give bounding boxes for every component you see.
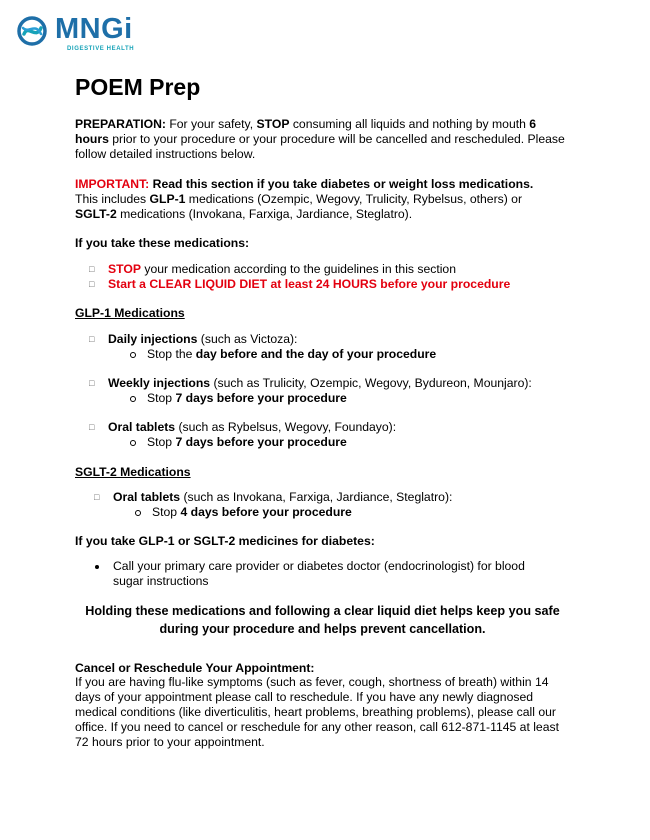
preparation-text-3: prior to your procedure or your procedure will be cancelled and rescheduled. Please follow detailed instructions below. (75, 132, 565, 161)
rule1-text: your medication according to the guidelines in this section (140, 262, 456, 276)
glp1-item-weekly (108, 376, 532, 391)
cancel-heading: Cancel or Reschedule Your Appointment: (75, 661, 315, 675)
glp1-item-weekly-instruction (147, 391, 347, 406)
rule1-bullet: □ (89, 264, 95, 274)
cancel-body: If you are having flu-like symptoms (such as fever, cough, shortness of breath) within 14 days of your appointment please call to reschedule. If you have any newly diagnosed medical conditions (like diverticulitis, heart problems, breathing problems), please call our office. If you need to cancel or reschedule for any other reason, call 612-871-1145 at least 72 hours prior to your appointment. (75, 675, 559, 749)
glp1-heading: GLP-1 Medications (75, 306, 185, 320)
sglt2-item-sub-pre: Stop (152, 505, 181, 519)
important-text-2: medications (Ozempic, Wegovy, Trulicity, Rybelsus, others) or (185, 192, 523, 206)
glp1-item-3-bold: Oral tablets (108, 420, 176, 434)
glp1-item-3-sub-bold: 7 days before your procedure (175, 435, 347, 449)
glp1-item-3-sub-pre: Stop (147, 435, 176, 449)
diabetes-bullet-dot (95, 565, 99, 569)
page-title: POEM Prep (75, 74, 201, 100)
sglt2-item-instruction (152, 505, 352, 520)
important-text-1: This includes (75, 192, 150, 206)
sglt2-item-sub-bold: 4 days before your procedure (180, 505, 352, 519)
if-take-heading: If you take these medications: (75, 236, 250, 250)
glp1-item-1-sub-pre: Stop the (147, 347, 196, 361)
glp1-item-1-rest: (such as Victoza): (197, 332, 298, 346)
sglt2-item-oral (113, 490, 452, 505)
glp1-item-2-bullet: □ (89, 378, 95, 388)
glp1-item-1-bold: Daily injections (108, 332, 198, 346)
preparation-text-1: For your safety, (165, 117, 257, 131)
sglt2-heading: SGLT-2 Medications (75, 465, 191, 479)
diabetes-line-1: Call your primary care provider or diabetes doctor (endocrinologist) for blood (113, 559, 525, 573)
glp1-item-oral-instruction (147, 435, 347, 450)
glp1-item-2-bold: Weekly injections (108, 376, 211, 390)
preparation-hours: 6 hours (75, 117, 537, 146)
glp1-item-daily-instruction (147, 347, 436, 362)
preparation-text-2: consuming all liquids and nothing by mouth (289, 117, 530, 131)
glp1-item-daily (108, 332, 297, 347)
preparation-stop: STOP (256, 117, 290, 131)
glp1-item-oral (108, 420, 396, 435)
glp1-item-2-rest: (such as Trulicity, Ozempic, Wegovy, Bydureon, Mounjaro): (210, 376, 532, 390)
rule-clear-liquid: Start a CLEAR LIQUID DIET at least 24 HOURS before your procedure (108, 277, 511, 291)
logo-brand: MNGi (55, 13, 133, 45)
important-paragraph (75, 177, 570, 222)
important-label: IMPORTANT: (75, 177, 150, 191)
glp1-item-1-bullet: □ (89, 334, 95, 344)
important-sglt2: SGLT-2 (75, 207, 117, 221)
mngi-logo (15, 14, 145, 56)
rule1-stop: STOP (108, 262, 141, 276)
important-glp1: GLP-1 (149, 192, 186, 206)
glp1-item-2-sub-pre: Stop (147, 391, 176, 405)
glp1-item-2-sub-bold: 7 days before your procedure (175, 391, 347, 405)
logo-tagline: DIGESTIVE HEALTH (67, 46, 135, 52)
sglt2-item-bold: Oral tablets (113, 490, 181, 504)
glp1-item-3-rest: (such as Rybelsus, Wegovy, Foundayo): (175, 420, 397, 434)
rule2-bullet: □ (89, 279, 95, 289)
glp1-item-2-circle (130, 396, 136, 402)
diabetes-line-2: sugar instructions (113, 574, 209, 588)
holding-line-2: during your procedure and helps prevent cancellation. (159, 622, 486, 636)
sglt2-item-circle (135, 510, 141, 516)
important-text-3: medications (Invokana, Farxiga, Jardiance, Steglatro). (116, 207, 413, 221)
diabetes-heading: If you take GLP-1 or SGLT-2 medicines for diabetes: (75, 534, 375, 548)
preparation-label: PREPARATION: (75, 117, 166, 131)
sglt2-item-rest: (such as Invokana, Farxiga, Jardiance, Steglatro): (180, 490, 453, 504)
glp1-item-1-sub-bold: day before and the day of your procedure (195, 347, 437, 361)
rule-stop-medication (108, 262, 456, 277)
important-heading: Read this section if you take diabetes or weight loss medications. (149, 177, 534, 191)
glp1-item-3-bullet: □ (89, 422, 95, 432)
holding-line-1: Holding these medications and following a clear liquid diet helps keep you safe (85, 604, 560, 618)
sglt2-item-bullet: □ (94, 492, 100, 502)
logo-mark-icon (15, 12, 53, 50)
glp1-item-3-circle (130, 440, 136, 446)
preparation-paragraph (75, 117, 570, 162)
glp1-item-1-circle (130, 352, 136, 358)
